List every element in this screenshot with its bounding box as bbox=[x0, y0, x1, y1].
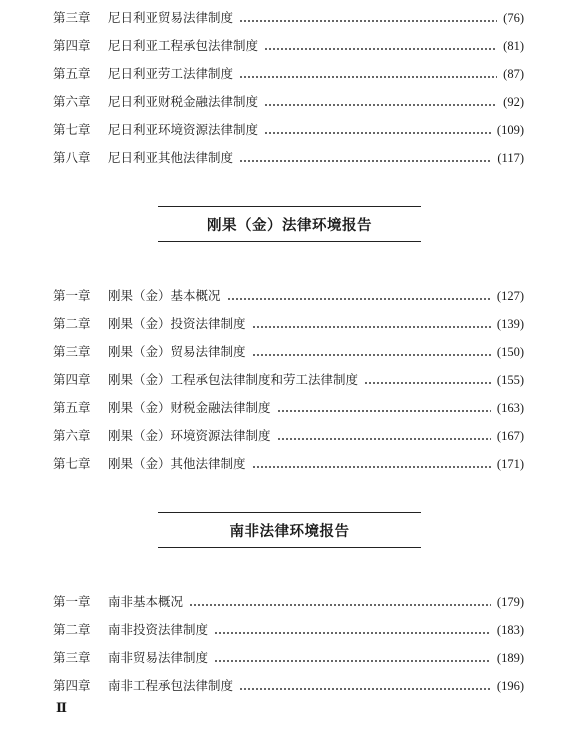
toc-dot-leader bbox=[239, 688, 491, 690]
toc-dot-leader bbox=[189, 604, 491, 606]
toc-entry[interactable] bbox=[53, 36, 524, 56]
toc-entry[interactable] bbox=[53, 314, 524, 334]
toc-page-number: (76) bbox=[503, 11, 524, 25]
toc-entry-title: 刚果（金）工程承包法律制度和劳工法律制度 bbox=[108, 372, 359, 387]
toc-chapter-label: 第五章 bbox=[53, 400, 91, 415]
toc-page-number: (117) bbox=[497, 151, 524, 165]
footer-page-number: Ⅱ bbox=[56, 700, 67, 715]
toc-entry[interactable] bbox=[53, 426, 524, 446]
toc-entry[interactable] bbox=[53, 64, 524, 84]
toc-entry[interactable] bbox=[53, 676, 524, 696]
toc-chapter-label: 第四章 bbox=[53, 678, 91, 693]
toc-chapter-label: 第六章 bbox=[53, 428, 91, 443]
toc-page-number: (109) bbox=[496, 123, 524, 137]
toc-dot-leader bbox=[214, 632, 491, 634]
toc-page-number: (150) bbox=[496, 345, 524, 359]
toc-entry-title: 刚果（金）其他法律制度 bbox=[108, 456, 246, 471]
toc-chapter-label: 第二章 bbox=[53, 622, 91, 637]
toc-chapter-label: 第三章 bbox=[53, 10, 91, 25]
toc-page-number: (196) bbox=[496, 679, 524, 693]
toc-page-number: (171) bbox=[496, 457, 524, 471]
toc-dot-leader bbox=[239, 20, 497, 22]
toc-page-number: (183) bbox=[496, 623, 524, 637]
toc-dot-leader bbox=[277, 438, 491, 440]
toc-entry-title: 南非投资法律制度 bbox=[108, 622, 209, 637]
toc-dot-leader bbox=[239, 76, 497, 78]
toc-entry[interactable] bbox=[53, 286, 524, 306]
toc-entry-title: 刚果（金）基本概况 bbox=[108, 288, 221, 303]
toc-chapter-label: 第一章 bbox=[53, 288, 91, 303]
section-header-congo bbox=[158, 206, 421, 242]
toc-dot-leader bbox=[252, 466, 491, 468]
toc-page-number: (139) bbox=[496, 317, 524, 331]
toc-chapter-label: 第七章 bbox=[53, 456, 91, 471]
toc-entry-title: 南非贸易法律制度 bbox=[108, 650, 209, 665]
section-title: 刚果（金）法律环境报告 bbox=[207, 216, 372, 234]
toc-chapter-label: 第八章 bbox=[53, 150, 91, 165]
toc-entry[interactable] bbox=[53, 620, 524, 640]
toc-entry-title: 尼日利亚环境资源法律制度 bbox=[108, 122, 259, 137]
toc-chapter-label: 第六章 bbox=[53, 94, 91, 109]
toc-dot-leader bbox=[264, 132, 491, 134]
toc-chapter-label: 第四章 bbox=[53, 372, 91, 387]
toc-entry-title: 刚果（金）环境资源法律制度 bbox=[108, 428, 271, 443]
toc-chapter-label: 第一章 bbox=[53, 594, 91, 609]
toc-entry-title: 刚果（金）财税金融法律制度 bbox=[108, 400, 271, 415]
toc-entry[interactable] bbox=[53, 592, 524, 612]
toc-entry-title: 南非基本概况 bbox=[108, 594, 184, 609]
section-title: 南非法律环境报告 bbox=[229, 522, 350, 540]
toc-chapter-label: 第三章 bbox=[53, 344, 91, 359]
toc-entry[interactable] bbox=[53, 454, 524, 474]
toc-entry-title: 尼日利亚贸易法律制度 bbox=[108, 10, 234, 25]
toc-page-number: (163) bbox=[496, 401, 524, 415]
toc-dot-leader bbox=[264, 48, 497, 50]
toc-dot-leader bbox=[227, 298, 491, 300]
toc-entry-title: 尼日利亚工程承包法律制度 bbox=[108, 38, 259, 53]
toc-entry-title: 刚果（金）贸易法律制度 bbox=[108, 344, 246, 359]
toc-page-number: (81) bbox=[503, 39, 524, 53]
toc-entry-title: 刚果（金）投资法律制度 bbox=[108, 316, 246, 331]
toc-page-number: (127) bbox=[496, 289, 524, 303]
toc-dot-leader bbox=[252, 354, 491, 356]
toc-dot-leader bbox=[252, 326, 491, 328]
toc-chapter-label: 第二章 bbox=[53, 316, 91, 331]
toc-entry[interactable] bbox=[53, 342, 524, 362]
section-header-south-africa bbox=[158, 512, 421, 548]
toc-entry-title: 南非工程承包法律制度 bbox=[108, 678, 234, 693]
toc-dot-leader bbox=[277, 410, 491, 412]
toc-entry[interactable] bbox=[53, 120, 524, 140]
toc-chapter-label: 第四章 bbox=[53, 38, 91, 53]
toc-entry-title: 尼日利亚财税金融法律制度 bbox=[108, 94, 259, 109]
toc-page-number: (92) bbox=[503, 95, 524, 109]
toc-chapter-label: 第七章 bbox=[53, 122, 91, 137]
toc-entry-title: 尼日利亚劳工法律制度 bbox=[108, 66, 234, 81]
toc-entry[interactable] bbox=[53, 398, 524, 418]
toc-entry[interactable] bbox=[53, 370, 524, 390]
toc-entry[interactable] bbox=[53, 8, 524, 28]
toc-entry[interactable] bbox=[53, 648, 524, 668]
toc-dot-leader bbox=[214, 660, 491, 662]
toc-entry-title: 尼日利亚其他法律制度 bbox=[108, 150, 234, 165]
toc-chapter-label: 第五章 bbox=[53, 66, 91, 81]
toc-page-number: (167) bbox=[496, 429, 524, 443]
toc-dot-leader bbox=[364, 382, 491, 384]
toc-page-number: (155) bbox=[496, 373, 524, 387]
toc-dot-leader bbox=[239, 160, 491, 162]
toc-dot-leader bbox=[264, 104, 497, 106]
toc-entry[interactable] bbox=[53, 148, 524, 168]
toc-chapter-label: 第三章 bbox=[53, 650, 91, 665]
toc-entry[interactable] bbox=[53, 92, 524, 112]
toc-page-number: (189) bbox=[496, 651, 524, 665]
toc-page-number: (87) bbox=[503, 67, 524, 81]
toc-page-number: (179) bbox=[496, 595, 524, 609]
